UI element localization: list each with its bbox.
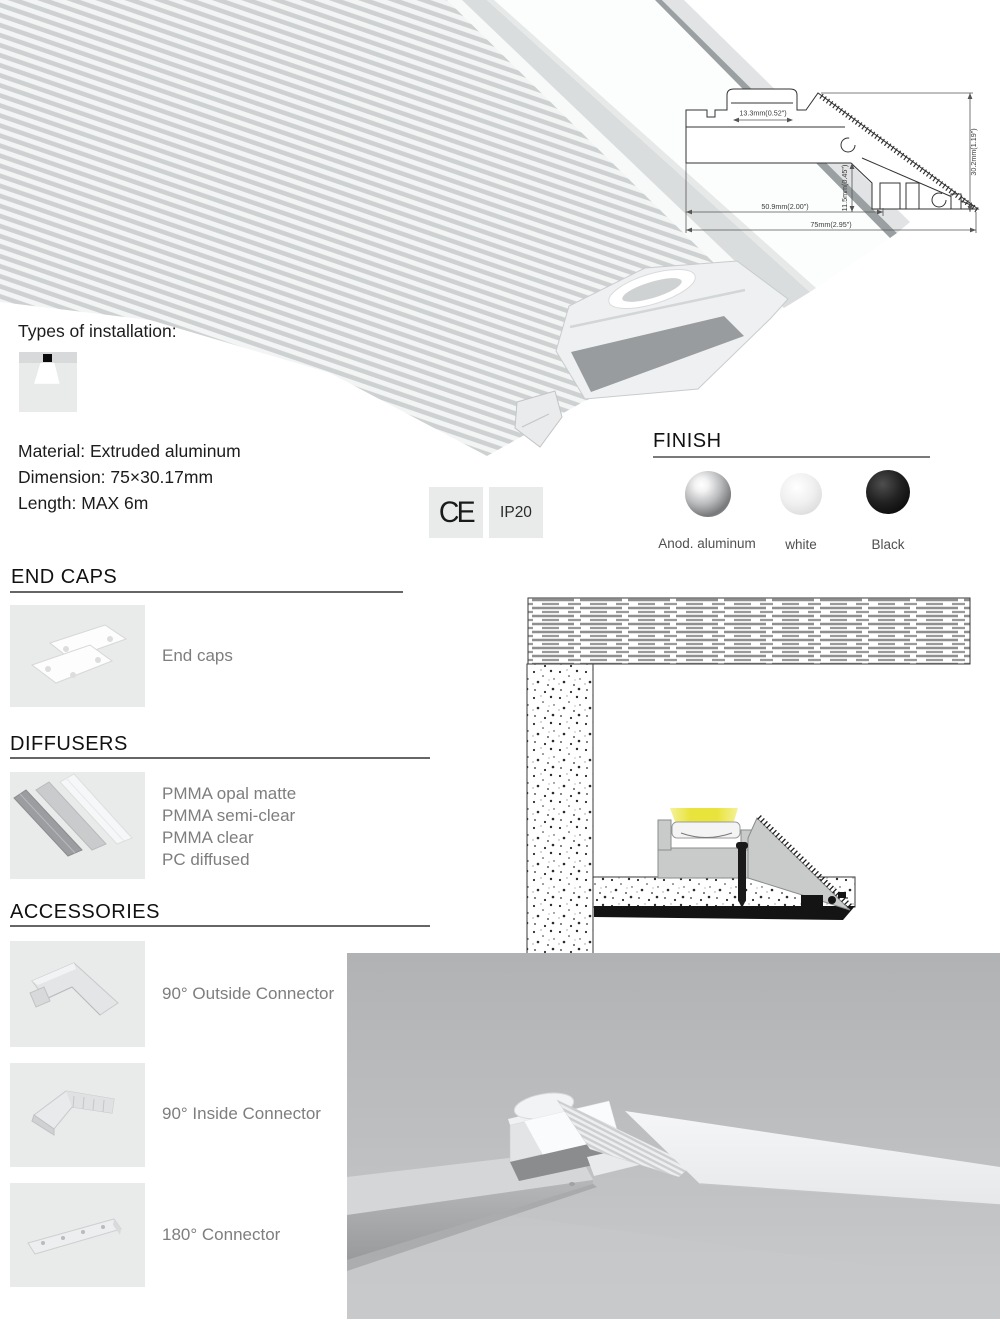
dim-slot-width: 13.3mm(0.52")	[739, 108, 787, 118]
diffusers-image	[10, 772, 145, 879]
ce-mark-icon: CE	[439, 495, 473, 529]
straight-connector-image	[10, 1183, 145, 1287]
installed-profile-photo	[347, 953, 1000, 1319]
diffuser-option: PC diffused	[162, 850, 250, 869]
end-caps-thumbnail	[10, 605, 145, 707]
outside-connector-image	[10, 941, 145, 1047]
finish-label-black: Black	[871, 537, 905, 552]
dim-recess-height: 11.5mm(0.45")	[840, 164, 849, 212]
finish-swatch-anodized	[685, 471, 731, 517]
led-dot	[43, 354, 52, 362]
diffusers-thumbnail	[10, 772, 145, 879]
accessories-title: ACCESSORIES	[10, 901, 160, 923]
diffuser-option: PMMA opal matte	[162, 784, 297, 803]
straight-connector-label: 180° Connector	[162, 1225, 281, 1244]
end-caps-rule	[10, 591, 403, 593]
base-strip	[594, 906, 855, 920]
spec-dimension: Dimension: 75×30.17mm	[18, 467, 214, 487]
spec-block	[18, 438, 241, 516]
ce-mark-badge	[429, 487, 483, 538]
diffusers-rule	[10, 757, 430, 759]
diffusers-title: DIFFUSERS	[10, 733, 128, 755]
end-caps-label: End caps	[162, 646, 233, 665]
inside-connector-image	[10, 1063, 145, 1167]
inside-connector-label: 90° Inside Connector	[162, 1104, 321, 1123]
recessed-installation-icon	[19, 352, 77, 412]
ceiling-slab	[528, 598, 970, 664]
straight-connector-thumbnail	[10, 1183, 145, 1287]
accessories-rule	[10, 925, 430, 927]
finish-label-white: white	[785, 537, 817, 552]
dim-base-width: 50.9mm(2.00")	[761, 202, 809, 211]
end-caps-title: END CAPS	[11, 566, 118, 588]
finish-title: FINISH	[653, 430, 722, 452]
finish-rule	[653, 456, 930, 458]
outside-connector-thumbnail	[10, 941, 145, 1047]
cross-section-drawing	[655, 70, 1000, 250]
diffuser-options	[162, 783, 296, 871]
diffuser-dome	[672, 822, 740, 838]
diffuser-option: PMMA clear	[162, 828, 254, 847]
spec-length: Length: MAX 6m	[18, 493, 149, 513]
installation-types-label: Types of installation:	[18, 321, 177, 341]
finish-swatch-white	[780, 473, 822, 515]
spec-material: Material: Extruded aluminum	[18, 441, 241, 461]
wall-column	[527, 664, 593, 955]
finish-swatch-black	[866, 470, 910, 514]
inside-connector-thumbnail	[10, 1063, 145, 1167]
diffuser-option: PMMA semi-clear	[162, 806, 296, 825]
dim-overall-height: 30.2mm(1.19")	[969, 128, 978, 176]
installation-diagram	[505, 590, 1000, 955]
dim-overall-width: 75mm(2.95")	[810, 220, 852, 229]
end-caps-image	[10, 605, 145, 707]
ip20-badge: IP20	[489, 487, 543, 538]
finish-label-anodized: Anod. aluminum	[658, 536, 756, 551]
outside-connector-label: 90° Outside Connector	[162, 984, 335, 1003]
